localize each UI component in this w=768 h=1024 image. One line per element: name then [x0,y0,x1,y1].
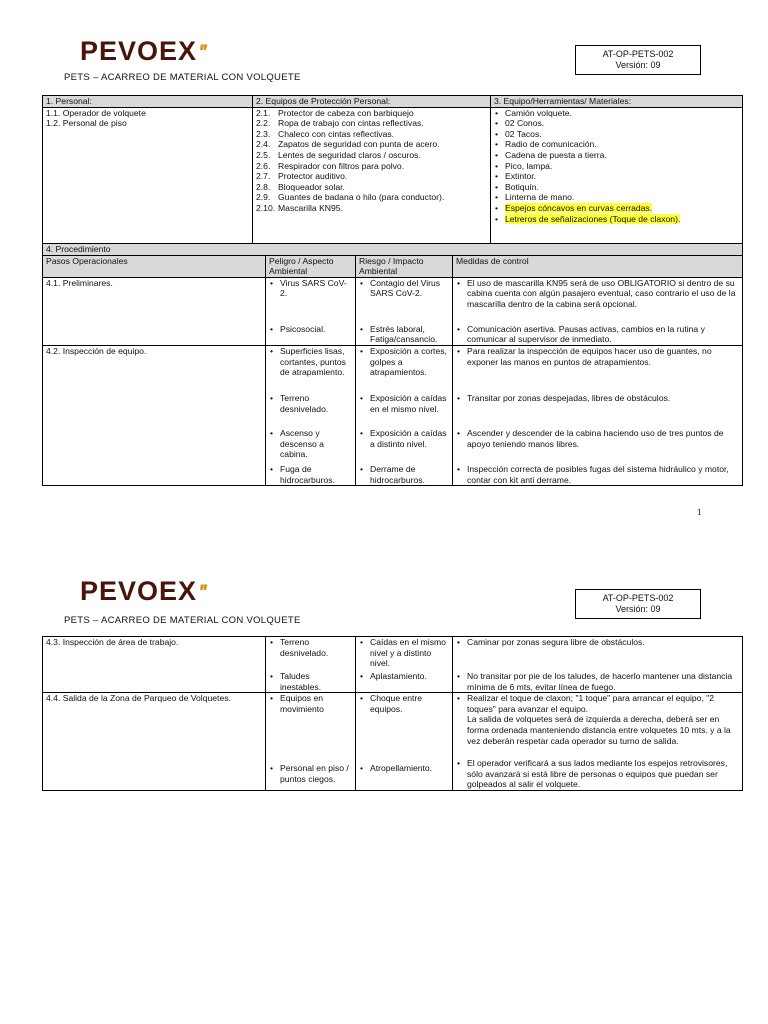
logo-mark: ′′ [198,40,205,65]
medida-item: • Inspección correcta de posibles fugas del sistema hidráulico y motor, contar con kit anti derrame. [456,464,739,485]
logo-text: PEVOEX [80,576,198,606]
riesgo-item: • Contagio del Virus SARS CoV-2. [359,278,449,324]
epp-item [256,161,487,172]
epp-item [256,171,487,182]
epp-item [256,182,487,193]
document-version: Versión: 09 [615,60,661,70]
logo-mark: ′′ [198,580,205,605]
col-riesgo: Riesgo / Impacto Ambiental [356,255,453,277]
medida-cell [453,637,743,693]
medida-item: • El operador verificará a sus lados mediante los espejos retrovisores, sólo avanzará si está libre de personas o equipos que puedan ser golpeados al salir el volquete. [456,758,739,790]
epp-item [256,139,487,150]
paso-text: 4.1. Preliminares. [46,277,113,288]
equipo-item-text: Pico, lampa. [505,160,553,171]
document-code: AT-OP-PETS-002 [602,49,674,59]
equipo-item [494,171,739,182]
medida-cell [453,277,743,345]
document-title: PETS – ACARREO DE MATERIAL CON VOLQUETE [64,615,301,626]
equipo-item-text: 02 Tacos. [505,128,542,139]
medida-item: • Realizar el toque de claxon; "1 toque" para arrancar el equipo, "2 toques" para avanzar el equipo. [456,693,739,714]
document-code: AT-OP-PETS-002 [602,593,674,603]
procedure-columns-row [43,255,743,277]
document-page-2 [0,560,768,1024]
equipo-item [494,108,739,119]
epp-item-number: 2.7. [256,171,271,182]
epp-item [256,150,487,161]
section-content-row [43,107,743,243]
medida-item: • El uso de mascarilla KN95 será de uso OBLIGATORIO si dentro de su cabina cuenta con algún pasajero eventual, caso contrario el uso de la mascarilla dentro de la cabina será opcional. [456,278,739,324]
paso-cell [43,277,266,345]
riesgo-cell [356,345,453,485]
col-pasos: Pasos Operacionales [43,255,266,277]
peligro-item: • Taludes inestables. [269,671,352,692]
peligro-item: • Virus SARS CoV-2. [269,278,352,324]
medida-cell [453,693,743,791]
document-title: PETS – ACARREO DE MATERIAL CON VOLQUETE [64,72,301,83]
epp-item-text: Guantes de badana o hilo (para conductor). [278,192,445,203]
epp-item-number: 2.1. [256,107,271,118]
procedure-table [42,243,743,486]
epp-item-number: 2.5. [256,149,271,160]
equipos-header: 3. Equipo/Herramientas/ Materiales: [491,96,743,108]
paso-cell [43,637,266,693]
col-peligro: Peligro / Aspecto Ambiental [266,255,356,277]
epp-item-number: 2.6. [256,160,271,171]
epp-item-text: Lentes de seguridad claros / oscuros. [278,149,421,160]
equipo-item-text: Botiquín. [505,181,539,192]
epp-item [256,203,487,214]
medida-item: La salida de volquetes será de izquierda a derecha, deberá ser en forma ordenada manteniendo distancia entre volquetes 10 mts. y a la vez deberán respetar cada operador su turno de salida. [467,714,731,746]
peligro-item: • Superficies lisas, cortantes, puntos de atrapamiento. [269,346,352,393]
document-code-box [575,589,701,619]
page-number: 1 [697,507,702,517]
riesgo-item: • Derrame de hidrocarburos. [359,464,449,485]
paso-cell [43,345,266,485]
medida-item: • Para realizar la inspección de equipos hacer uso de guantes, no exponer las manos en puntos de atrapamientos. [456,346,739,393]
epp-item [256,192,487,203]
equipo-item-text: Extintor. [505,171,537,182]
epp-item-number: 2.4. [256,139,271,150]
riesgo-cell [356,693,453,791]
equipo-item [494,203,739,214]
procedure-row [43,637,743,693]
peligro-item: • Personal en piso / puntos ciegos. [269,763,352,784]
riesgo-item: • Choque entre equipos. [359,693,449,763]
paso-cell [43,693,266,791]
paso-text: 4.4. Salida de la Zona de Parqueo de Volquetes. [46,693,231,704]
list-item: 1.1. Operador de volquete [46,107,146,118]
riesgo-cell [356,637,453,693]
peligro-item: • Equipos en movimiento [269,693,352,763]
epp-item-number: 2.8. [256,181,271,192]
epp-item-text: Chaleco con cintas reflectivas. [278,128,395,139]
company-logo [80,38,205,65]
equipo-item-text: Radio de comunicación. [505,139,597,150]
peligro-cell [266,277,356,345]
epp-item-number: 2.10. [256,202,276,213]
peligro-cell [266,637,356,693]
epp-item [256,108,487,119]
procedure-row [43,345,743,485]
epp-item-text: Zapatos de seguridad con punta de acero. [278,139,440,150]
equipo-item [494,150,739,161]
riesgo-item: • Exposición a cortes, golpes a atrapamientos. [359,346,449,393]
epp-item [256,118,487,129]
peligro-item: • Ascenso y descenso a cabina. [269,428,352,464]
riesgo-item: • Aplastamiento. [359,671,449,682]
equipo-item [494,129,739,140]
equipo-item [494,161,739,172]
epp-item [256,129,487,140]
riesgo-cell [356,277,453,345]
document-version: Versión: 09 [615,604,661,614]
procedure-row [43,277,743,345]
riesgo-item: • Caídas en el mismo nivel y a distinto nivel. [359,637,449,671]
equipo-item-text: Cadena de puesta a tierra. [505,149,607,160]
personal-header: 1. Personal: [43,96,253,108]
equipo-item [494,182,739,193]
col-medidas: Medidas de control [453,255,743,277]
epp-item-text: Protector auditivo. [278,171,348,182]
epp-item-text: Respirador con filtros para polvo. [278,160,405,171]
peligro-item: • Terreno desnivelado. [269,637,352,671]
equipos-list [491,107,743,243]
peligro-item: • Terreno desnivelado. [269,393,352,428]
equipo-item [494,192,739,203]
personal-list [43,107,253,243]
equipo-item [494,118,739,129]
procedure-table-continued [42,636,743,791]
epp-item-number: 2.9. [256,192,271,203]
medida-item: • No transitar por pie de los taludes, de hacerlo mantener una distancia mínima de 6 mts, evitar línea de fuego. [456,671,739,692]
peligro-item: • Fuga de hidrocarburos. [269,464,352,485]
peligro-item: • Psicosocial. [269,324,352,335]
procedure-header-row [43,244,743,256]
riesgo-item: • Exposición a caídas en el mismo nivel. [359,393,449,428]
equipo-item-text: Letreros de señalizaciones (Toque de claxon). [505,213,681,224]
medida-item: • Ascender y descender de la cabina haciendo uso de tres puntos de apoyo teniendo manos libres. [456,428,739,464]
epp-item-text: Ropa de trabajo con cintas reflectivas. [278,118,424,129]
equipo-item-text: Linterna de mano. [505,192,575,203]
epp-item-number: 2.2. [256,118,271,129]
epp-item-number: 2.3. [256,128,271,139]
riesgo-item: • Atropellamiento. [359,763,449,774]
riesgo-item: • Estrés laboral, Fatiga/cansancio. [359,324,449,345]
equipo-item-text: Camión volquete. [505,107,572,118]
medida-item: • Comunicación asertiva. Pausas activas, cambios en la rutina y comunicar al supervisor de inmediato. [456,324,739,345]
peligro-cell [266,693,356,791]
procedure-header: 4. Procedimiento [43,244,743,256]
list-item: 1.2. Personal de piso [46,118,127,129]
document-code-box [575,45,701,75]
equipo-item-text: 02 Conos. [505,118,545,129]
epp-header: 2. Equipos de Protección Personal: [253,96,491,108]
logo-text: PEVOEX [80,36,198,66]
riesgo-item: • Exposición a caídas a distinto nivel. [359,428,449,464]
epp-item-text: Protector de cabeza con barbiquejo [278,107,414,118]
procedure-row [43,693,743,791]
medida-cell [453,345,743,485]
equipo-item [494,139,739,150]
section-header-row [43,96,743,108]
paso-text: 4.3. Inspección de área de trabajo. [46,637,179,647]
company-logo [80,578,205,605]
medida-item: • Transitar por zonas despejadas, libres de obstáculos. [456,393,739,428]
epp-item-text: Bloqueador solar. [278,181,345,192]
paso-text: 4.2. Inspección de equipo. [46,345,147,356]
medida-item: • Caminar por zonas segura libre de obstáculos. [456,637,739,671]
equipo-item [494,214,739,225]
epp-item-text: Mascarilla KN95. [278,202,343,213]
epp-list [253,107,491,243]
equipo-item-text: Espejos cóncavos en curvas cerradas. [505,202,653,213]
section-1-3-table [42,95,743,244]
peligro-cell [266,345,356,485]
